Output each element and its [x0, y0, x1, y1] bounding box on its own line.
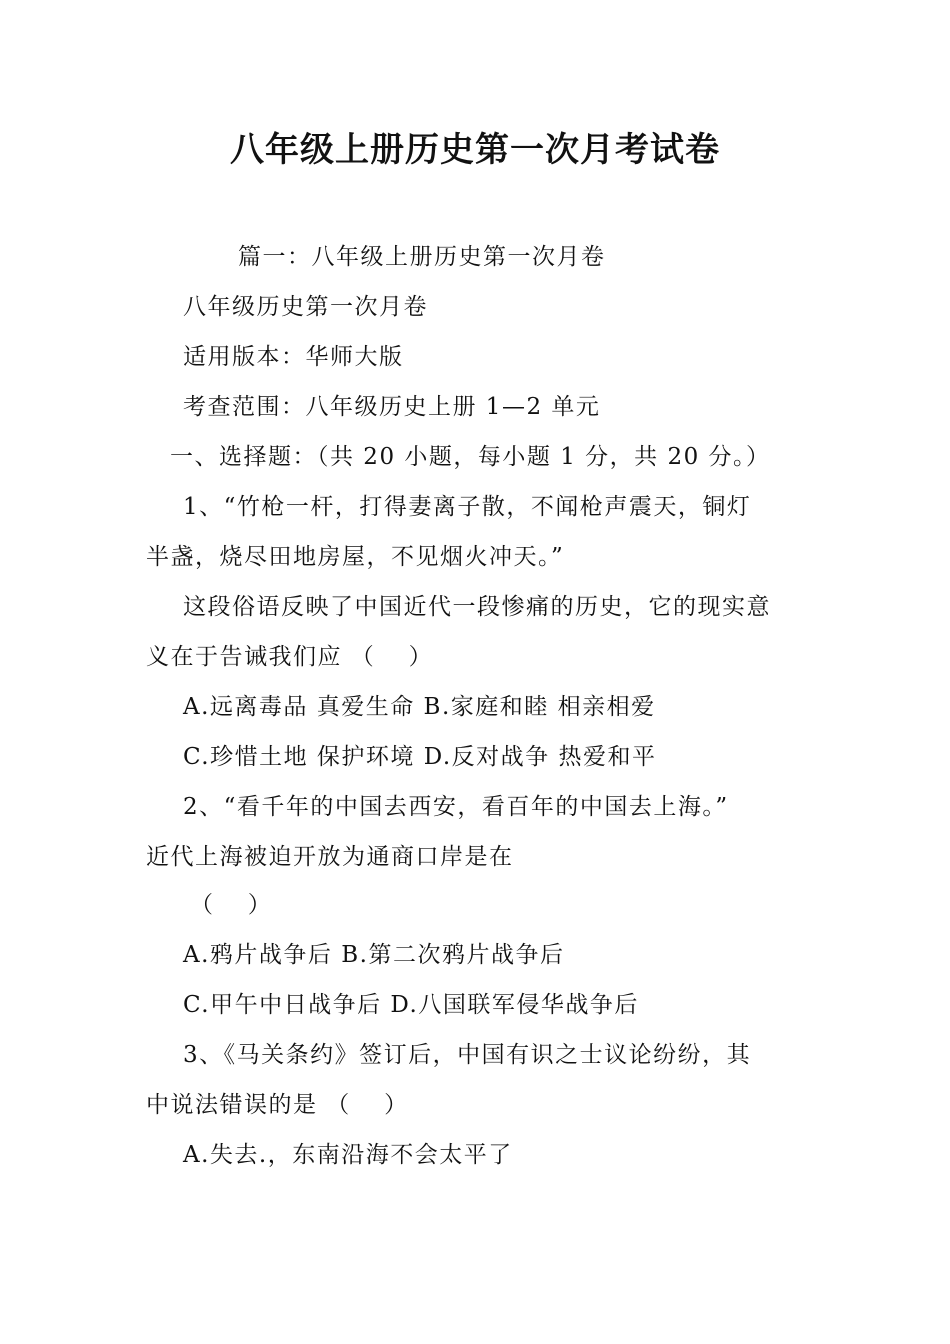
- question-1-line-1: 1、“竹枪一杆，打得妻离子散，不闻枪声震天，铜灯: [183, 494, 752, 520]
- question-2-options-cd: C.甲午中日战争后 D.八国联军侵华战争后: [183, 992, 639, 1018]
- question-2-answer-blank: （ ）: [190, 892, 273, 918]
- question-1-options-cd: C.珍惜土地 保护环境 D.反对战争 热爱和平: [183, 744, 657, 770]
- question-1-line-4: 义在于告诫我们应 （ ）: [146, 644, 434, 670]
- section-heading: 篇一：八年级上册历史第一次月卷: [238, 244, 606, 270]
- question-3-line-1: 3、《马关条约》签订后，中国有识之士议论纷纷，其: [183, 1042, 752, 1068]
- document-title: 八年级上册历史第一次月考试卷: [230, 130, 720, 170]
- question-1-line-2: 半盏，烧尽田地房屋，不见烟火冲天。”: [146, 544, 565, 570]
- paper-subtitle: 八年级历史第一次月卷: [183, 294, 428, 320]
- question-1-options-ab: A.远离毒品 真爱生命 B.家庭和睦 相亲相爱: [183, 694, 656, 720]
- question-2-options-ab: A.鸦片战争后 B.第二次鸦片战争后: [183, 942, 565, 968]
- applicable-edition: 适用版本：华师大版: [183, 344, 404, 370]
- section-choice-heading: 一、选择题：（共 20 小题，每小题 1 分，共 20 分。）: [170, 444, 771, 470]
- question-2-line-2: 近代上海被迫开放为通商口岸是在: [146, 844, 514, 870]
- question-3-option-a: A.失去.，东南沿海不会太平了: [183, 1142, 513, 1168]
- question-1-line-3: 这段俗语反映了中国近代一段惨痛的历史，它的现实意: [183, 594, 771, 620]
- question-3-line-2: 中说法错误的是 （ ）: [146, 1092, 409, 1118]
- question-2-line-1: 2、“看千年的中国去西安，看百年的中国去上海。”: [183, 794, 729, 820]
- exam-scope: 考查范围：八年级历史上册 1—2 单元: [183, 394, 601, 420]
